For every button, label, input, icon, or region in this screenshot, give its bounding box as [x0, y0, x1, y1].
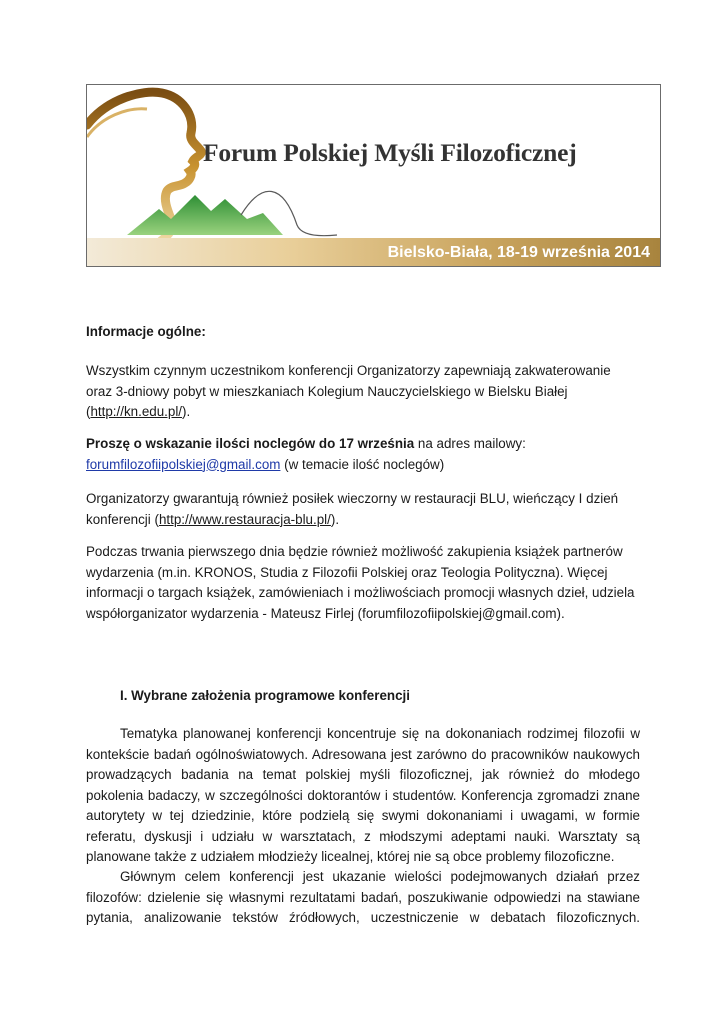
restaurant-link[interactable]: http://www.restauracja-blu.pl/: [158, 511, 331, 527]
program-paragraph-1: Tematyka planowanej konferencji koncentruje się na dokonaniach rodzimej filozofii w kontekście badań ogólnoświatowych. Adresowana jest zarówno do pracowników naukowych prowadzących badania na temat polskiej myśli filozoficznej, jak również do młodego pokolenia badaczy, w szczególności doktorantów i studentów. Konferencja zgromadzi znane autorytety w tej dziedzinie, które podzielą się swymi dokonaniami i uwagami, w formie referatu, dyskusji i udziału w warsztatach, z młodszymi adeptami nauki. Warsztaty są planowane także z udziałem młodzieży licealnej, której nie są obce problemy filozoficzne.: [86, 726, 640, 864]
accommodation-text: Wszystkim czynnym uczestnikom konferencji Organizatorzy zapewniają zakwaterowanie oraz 3-dniowy pobyt w mieszkaniach Kolegium Nauczycielskiego w Bielsku Białej (: [86, 363, 611, 419]
lodging-note: (w temacie ilość noclegów): [280, 456, 445, 472]
email-link[interactable]: forumfilozofiipolskiej@gmail.com: [86, 456, 281, 472]
lodging-deadline: Proszę o wskazanie ilości noclegów do 17 września: [86, 436, 415, 451]
lodging-request-paragraph: [86, 434, 640, 475]
accommodation-paragraph: [86, 361, 640, 423]
dinner-paragraph: [86, 489, 640, 530]
accommodation-end: ).: [182, 404, 191, 419]
banner-date: Bielsko-Biała, 18-19 września 2014: [387, 244, 650, 261]
mountains-shape: [127, 195, 283, 235]
banner-title: Forum Polskiej Myśli Filozoficznej: [203, 138, 577, 167]
dinner-end: ).: [330, 511, 340, 527]
program-paragraph-2: Głównym celem konferencji jest ukazanie wielości podejmowanych działań przez filozofów: dzielenie się własnymi rezultatami badań, poszukiwanie odpowiedzi na stawiane pytania, analizowanie tekstów źródłowych, uczestniczenie w debatach filozoficznych.: [86, 869, 640, 925]
book-fair-paragraph: Podczas trwania pierwszego dnia będzie również możliwość zakupienia książek partnerów wydarzenia (m.in. KRONOS, Studia z Filozofii Polskiej oraz Teologia Polityczna). Więcej informacji o targach książek, zamówieniach i możliwościach promocji własnych dzieł, udziela współorganizator wydarzenia - Mateusz Firlej (forumfilozofiipolskiej@gmail.com).: [86, 544, 635, 621]
general-info-heading: Informacje ogólne:: [86, 324, 206, 339]
lodging-text: na adres mailowy:: [414, 436, 526, 451]
program-heading: I. Wybrane założenia programowe konferencji: [120, 688, 410, 703]
banner-date-bar: [87, 238, 660, 266]
conference-banner: [86, 84, 661, 267]
dinner-text: Organizatorzy gwarantują również posiłek wieczorny w restauracji BLU, wieńczący I dzień konferencji (: [86, 491, 619, 527]
kn-edu-link[interactable]: http://kn.edu.pl/: [90, 404, 183, 419]
